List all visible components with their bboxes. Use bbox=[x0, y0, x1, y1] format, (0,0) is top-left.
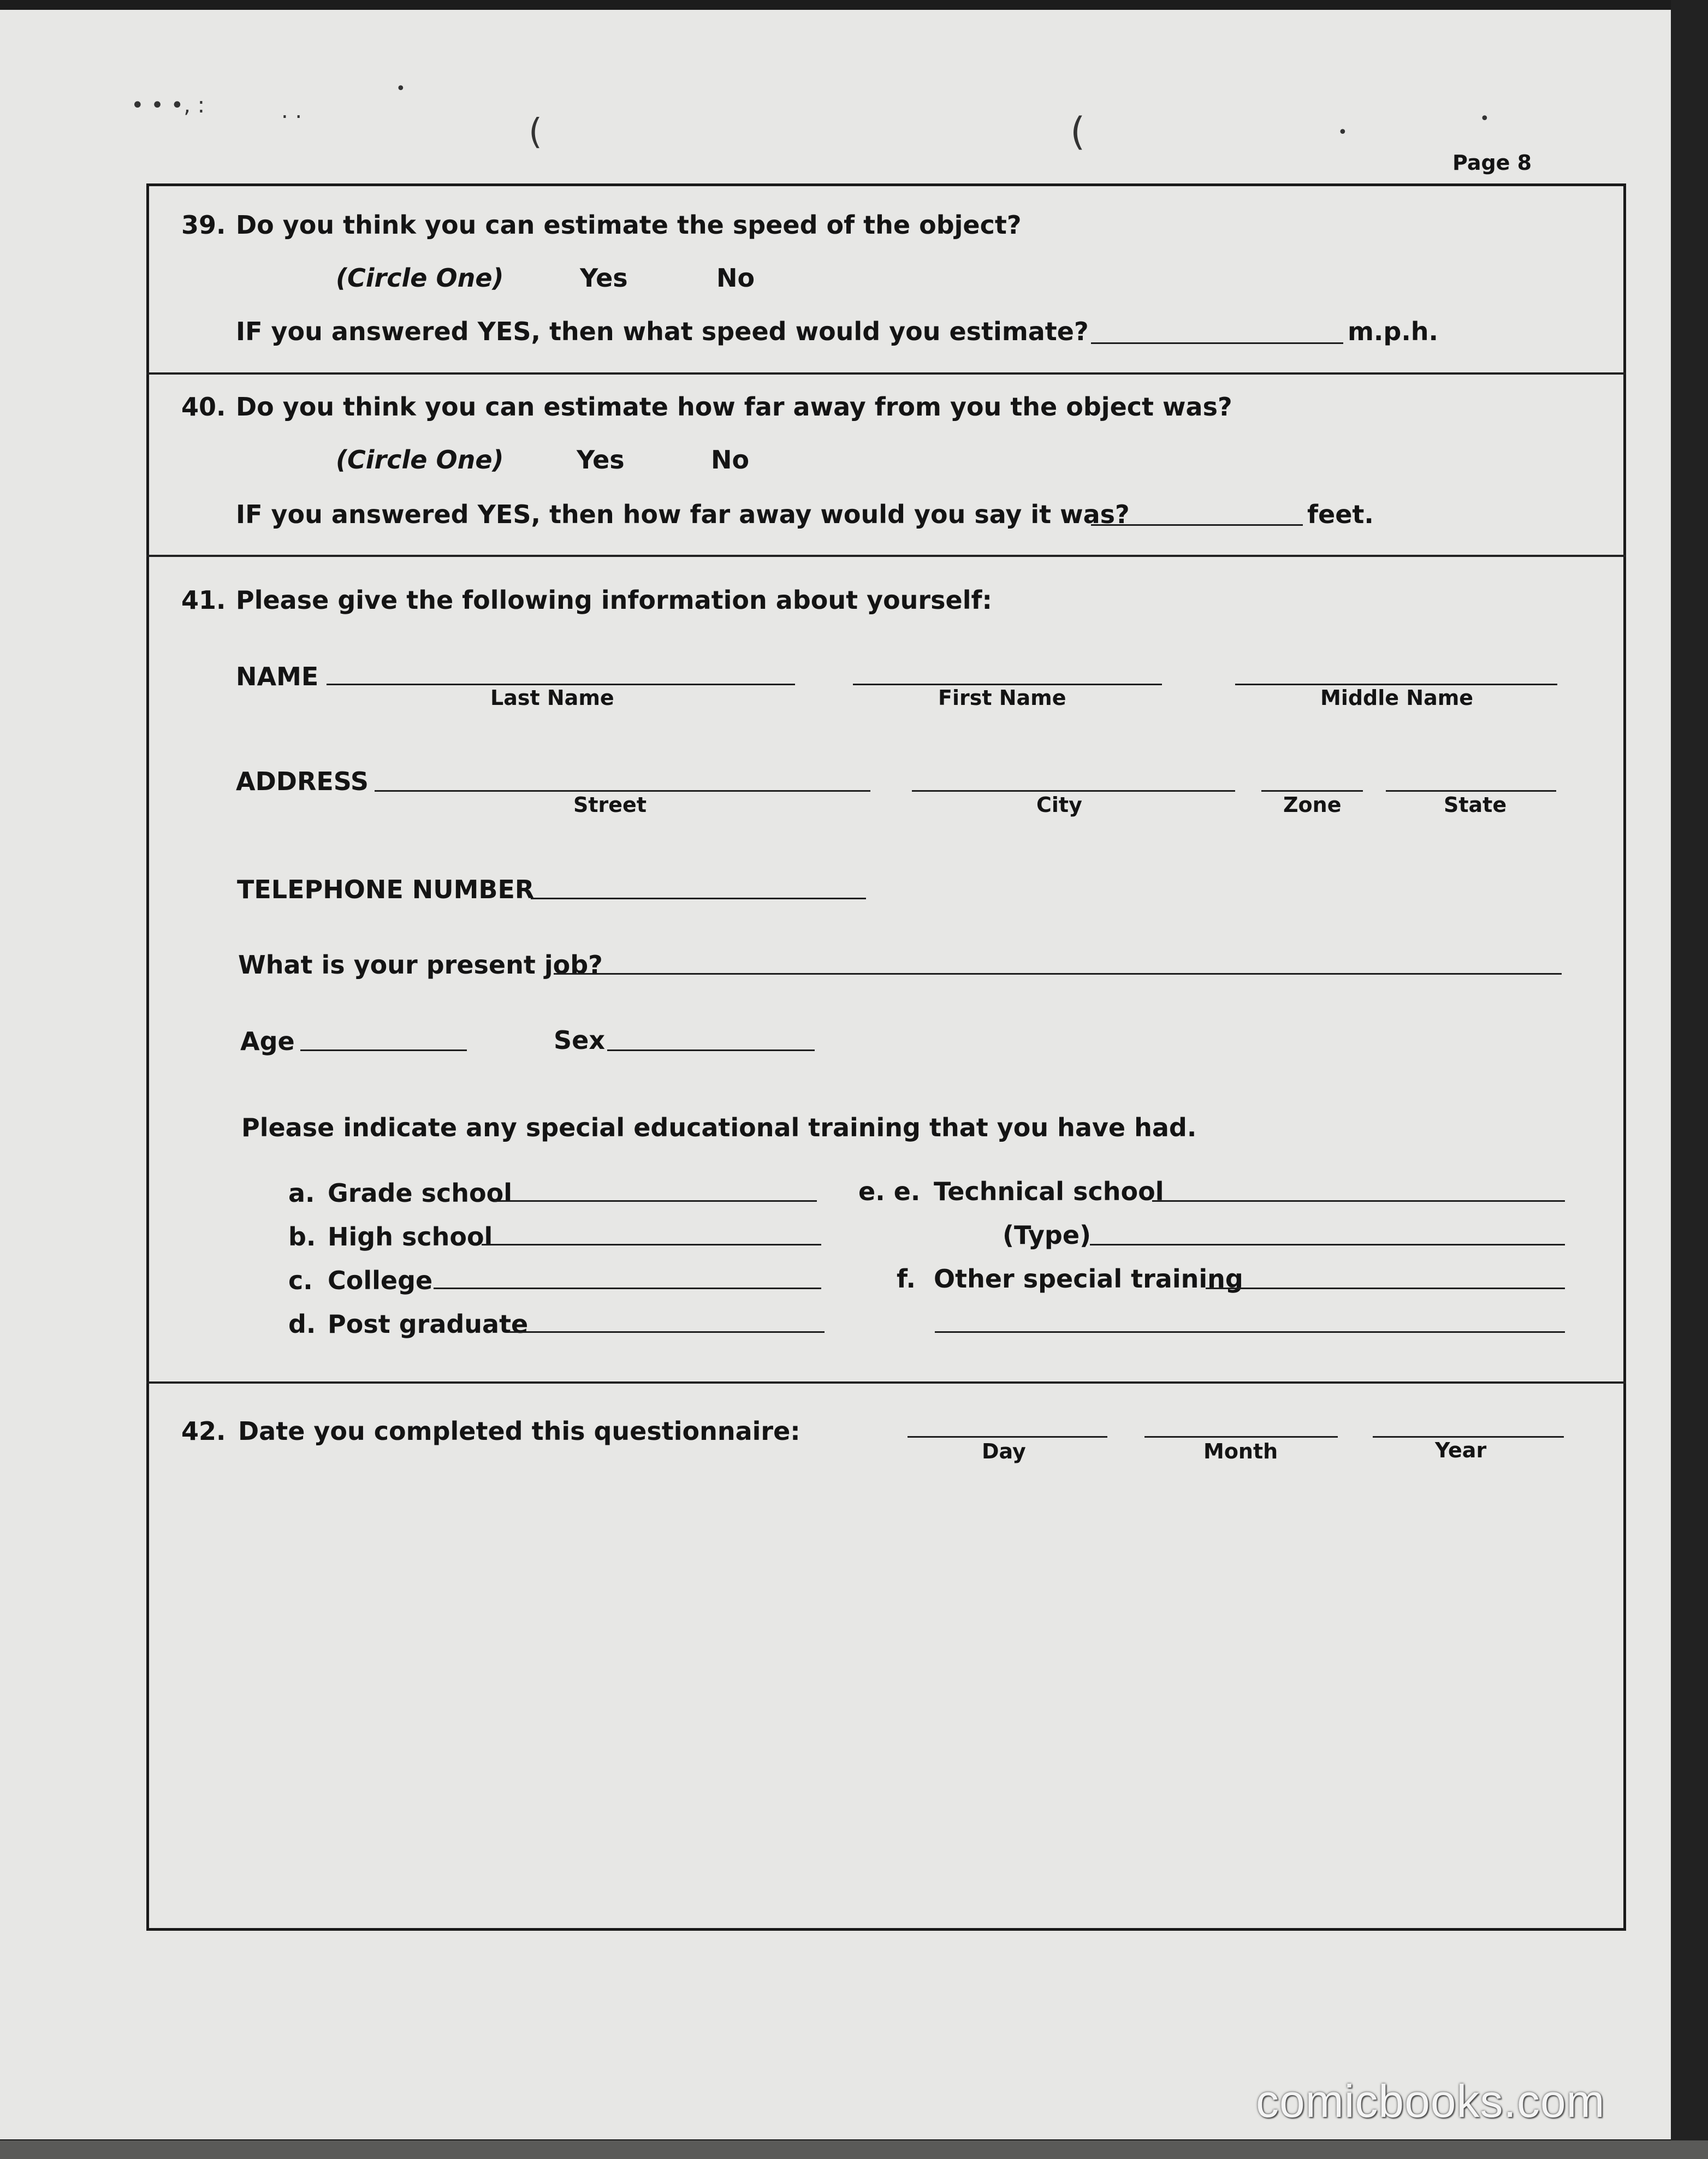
scan-speck: • bbox=[1338, 123, 1348, 142]
scan-speck: • • •, : bbox=[131, 93, 205, 118]
city-caption: City bbox=[1036, 793, 1082, 817]
post-graduate-field[interactable] bbox=[509, 1331, 825, 1333]
telephone-field[interactable] bbox=[531, 898, 866, 899]
college-label: College bbox=[328, 1266, 433, 1295]
q40-followup: IF you answered YES, then how far away would you say it was? bbox=[236, 500, 1130, 529]
q40-number: 40. bbox=[181, 392, 226, 422]
education-f-marker: f. bbox=[897, 1264, 916, 1294]
page-number: Page 8 bbox=[1452, 151, 1532, 175]
q39-unit: m.p.h. bbox=[1348, 317, 1439, 346]
age-label: Age bbox=[240, 1027, 295, 1056]
year-field[interactable] bbox=[1373, 1436, 1564, 1438]
scan-bottom-edge bbox=[0, 2140, 1708, 2159]
q39-no-option[interactable]: No bbox=[716, 263, 755, 293]
q41-number: 41. bbox=[181, 585, 226, 615]
technical-school-field[interactable] bbox=[1152, 1200, 1565, 1202]
type-field[interactable] bbox=[1090, 1244, 1565, 1245]
last-name-caption: Last Name bbox=[490, 686, 614, 710]
education-e-marker: e. e. bbox=[858, 1177, 921, 1206]
state-caption: State bbox=[1444, 793, 1507, 817]
middle-name-field[interactable] bbox=[1235, 684, 1557, 685]
sex-field[interactable] bbox=[607, 1049, 815, 1051]
education-d-marker: d. bbox=[288, 1309, 316, 1339]
q39-circle-one: (Circle One) bbox=[336, 263, 504, 293]
name-label: NAME bbox=[236, 662, 319, 691]
education-a-marker: a. bbox=[288, 1178, 315, 1208]
education-b-marker: b. bbox=[288, 1222, 316, 1251]
address-label: ADDRESS bbox=[236, 767, 369, 796]
other-training-field[interactable] bbox=[1206, 1288, 1565, 1289]
q40-unit: feet. bbox=[1307, 500, 1374, 529]
section-divider bbox=[146, 1381, 1626, 1384]
job-label: What is your present job? bbox=[238, 950, 603, 980]
first-name-caption: First Name bbox=[938, 686, 1066, 710]
education-intro: Please indicate any special educational training that you have had. bbox=[241, 1113, 1197, 1142]
post-graduate-label: Post graduate bbox=[328, 1309, 529, 1339]
sex-label: Sex bbox=[554, 1025, 605, 1055]
type-label: (Type) bbox=[1003, 1220, 1092, 1250]
scan-speck: . . bbox=[281, 98, 303, 123]
q39-yes-option[interactable]: Yes bbox=[580, 263, 628, 293]
scan-mark: ( bbox=[1070, 109, 1086, 154]
q39-followup: IF you answered YES, then what speed would you estimate? bbox=[236, 317, 1089, 346]
street-field[interactable] bbox=[375, 790, 870, 792]
section-divider bbox=[146, 555, 1626, 557]
q40-no-option[interactable]: No bbox=[711, 445, 750, 474]
high-school-label: High school bbox=[328, 1222, 493, 1251]
q40-distance-field[interactable] bbox=[1091, 524, 1303, 526]
q41-intro: Please give the following information about yourself: bbox=[236, 585, 992, 615]
month-field[interactable] bbox=[1144, 1436, 1338, 1438]
job-field[interactable] bbox=[554, 973, 1562, 975]
q39-speed-field[interactable] bbox=[1091, 342, 1343, 344]
city-field[interactable] bbox=[912, 790, 1235, 792]
state-field[interactable] bbox=[1386, 790, 1556, 792]
watermark: comicbooks.com bbox=[1256, 2075, 1605, 2127]
q39-question: Do you think you can estimate the speed of the object? bbox=[236, 210, 1022, 240]
grade-school-field[interactable] bbox=[495, 1200, 817, 1202]
zone-caption: Zone bbox=[1283, 793, 1342, 817]
q40-question: Do you think you can estimate how far away from you the object was? bbox=[236, 392, 1232, 422]
education-c-marker: c. bbox=[288, 1266, 313, 1295]
technical-school-label: Technical school bbox=[934, 1177, 1164, 1206]
street-caption: Street bbox=[573, 793, 647, 817]
last-name-field[interactable] bbox=[327, 684, 795, 685]
q40-circle-one: (Circle One) bbox=[336, 445, 504, 474]
first-name-field[interactable] bbox=[853, 684, 1162, 685]
day-field[interactable] bbox=[908, 1436, 1107, 1438]
day-caption: Day bbox=[982, 1439, 1026, 1463]
middle-name-caption: Middle Name bbox=[1320, 686, 1474, 710]
year-caption: Year bbox=[1435, 1438, 1487, 1462]
scan-edge bbox=[1671, 0, 1708, 2159]
age-field[interactable] bbox=[300, 1049, 467, 1051]
grade-school-label: Grade school bbox=[328, 1178, 512, 1208]
scan-speck: • bbox=[396, 79, 406, 98]
q40-yes-option[interactable]: Yes bbox=[577, 445, 625, 474]
q42-number: 42. bbox=[181, 1416, 226, 1446]
month-caption: Month bbox=[1203, 1439, 1278, 1463]
high-school-field[interactable] bbox=[482, 1244, 821, 1245]
other-training-field-line-2[interactable] bbox=[935, 1331, 1565, 1333]
section-divider bbox=[146, 372, 1626, 375]
q39-number: 39. bbox=[181, 210, 226, 240]
college-field[interactable] bbox=[434, 1288, 821, 1289]
scan-mark: ( bbox=[529, 112, 542, 152]
other-training-label: Other special training bbox=[934, 1264, 1243, 1294]
zone-field[interactable] bbox=[1261, 790, 1363, 792]
scan-speck: • bbox=[1480, 109, 1490, 128]
telephone-label: TELEPHONE NUMBER bbox=[237, 875, 535, 904]
q42-question: Date you completed this questionnaire: bbox=[238, 1416, 800, 1446]
